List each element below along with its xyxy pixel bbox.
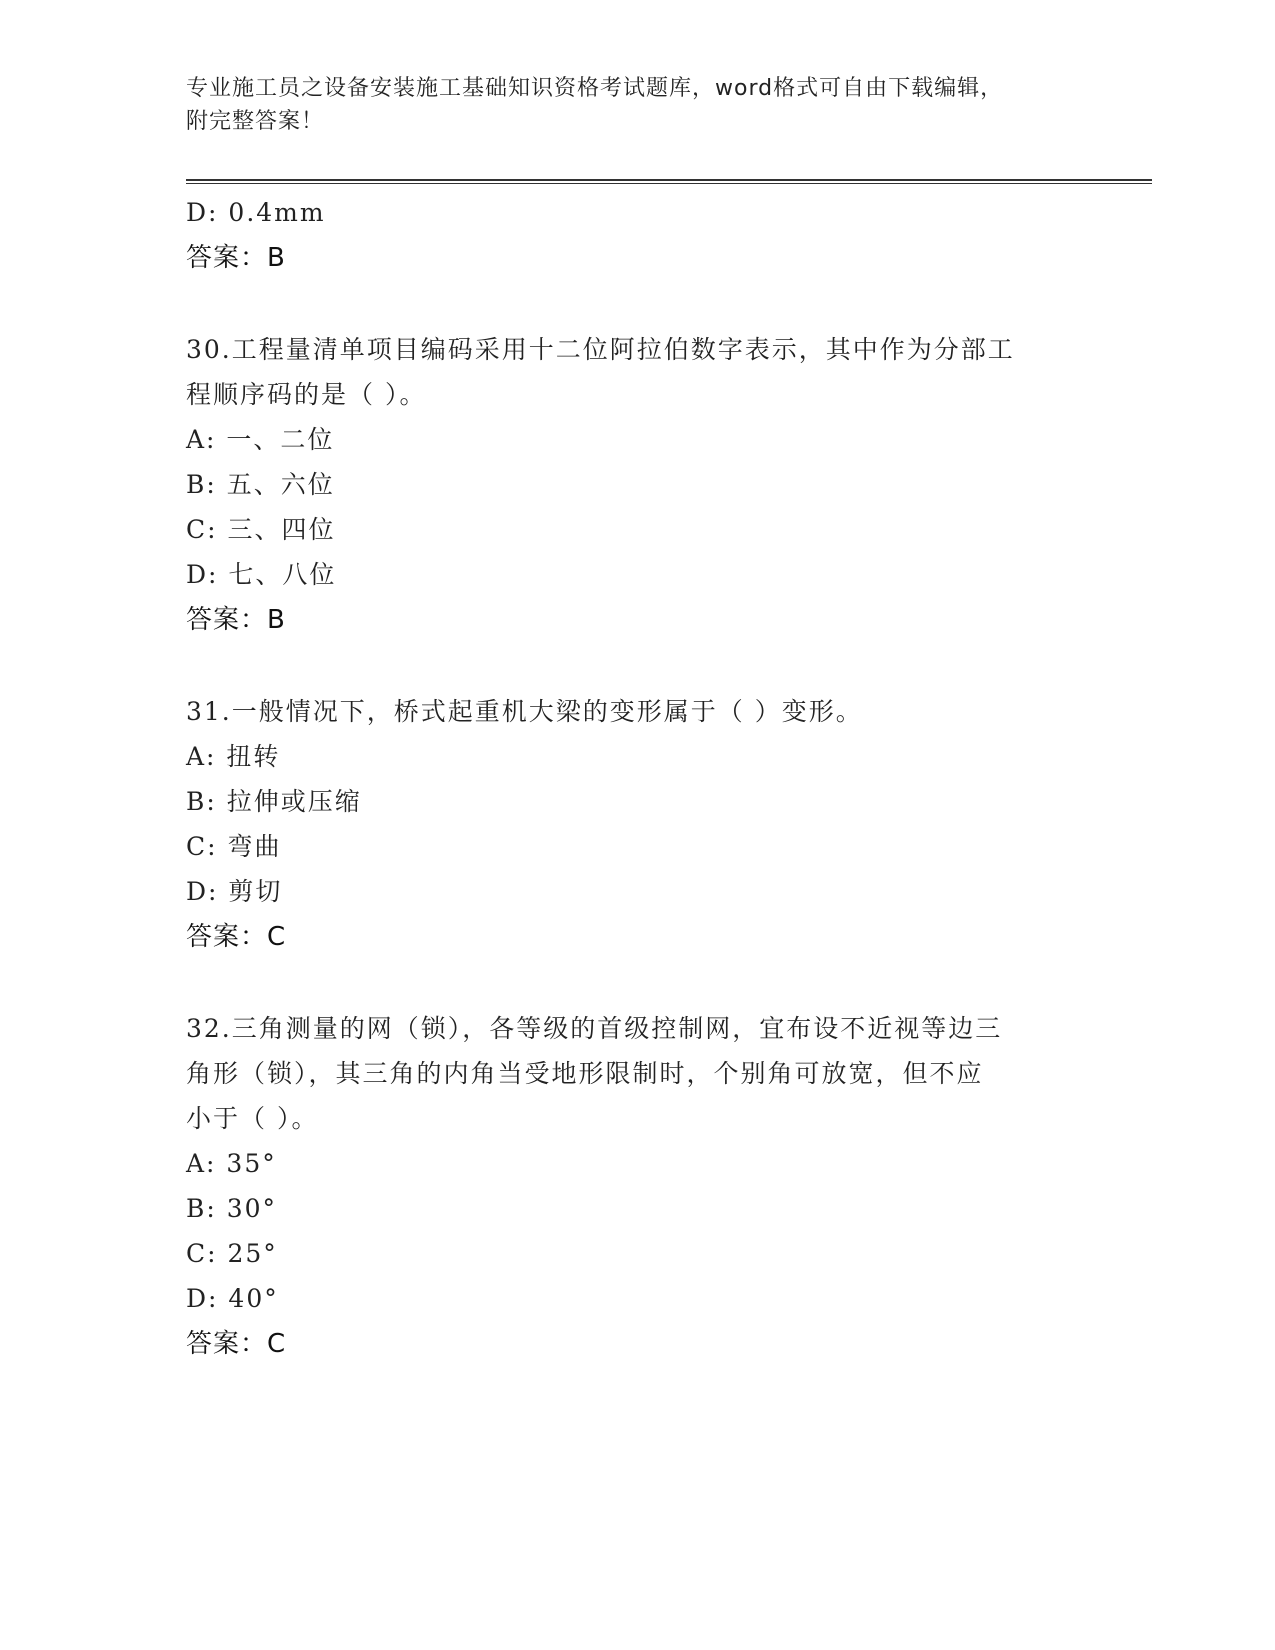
option-d: D: 40° <box>186 1284 279 1313</box>
option-d: D: 0.4mm <box>186 198 326 227</box>
option-d: D: 七、八位 <box>186 560 337 589</box>
question-stem: 程顺序码的是（ ）。 <box>186 380 427 409</box>
option-b: B: 30° <box>186 1194 278 1223</box>
previous-question-tail <box>186 190 1086 281</box>
question-content <box>186 190 1086 1367</box>
option-d: D: 剪切 <box>186 877 283 906</box>
header-line-1: 专业施工员之设备安装施工基础知识资格考试题库，word格式可自由下载编辑， <box>186 76 1004 101</box>
answer-line: 答案：B <box>186 243 286 273</box>
header-line-2: 附完整答案！ <box>186 109 325 134</box>
question-31 <box>186 689 1086 960</box>
option-c: C: 25° <box>186 1239 278 1268</box>
question-stem: 31.一般情况下，桥式起重机大梁的变形属于（ ）变形。 <box>186 697 863 726</box>
answer-line: 答案：B <box>186 605 286 635</box>
question-stem: 角形（锁），其三角的内角当受地形限制时，个别角可放宽，但不应 <box>186 1059 984 1088</box>
option-c: C: 弯曲 <box>186 832 282 861</box>
option-a: A: 一、二位 <box>186 425 335 454</box>
answer-line: 答案：C <box>186 922 287 952</box>
option-b: B: 五、六位 <box>186 470 335 499</box>
header-divider-thin <box>186 183 1152 184</box>
option-a: A: 扭转 <box>186 742 281 771</box>
document-header <box>186 72 1086 138</box>
option-b: B: 拉伸或压缩 <box>186 787 362 816</box>
question-stem: 30.工程量清单项目编码采用十二位阿拉伯数字表示，其中作为分部工 <box>186 335 1015 364</box>
question-32 <box>186 1006 1086 1367</box>
option-c: C: 三、四位 <box>186 515 336 544</box>
header-divider <box>186 179 1152 181</box>
answer-line: 答案：C <box>186 1329 287 1359</box>
question-stem: 小于（ ）。 <box>186 1104 319 1133</box>
question-stem: 32.三角测量的网（锁），各等级的首级控制网，宜布设不近视等边三 <box>186 1014 1003 1043</box>
option-a: A: 35° <box>186 1149 277 1178</box>
question-30 <box>186 327 1086 643</box>
